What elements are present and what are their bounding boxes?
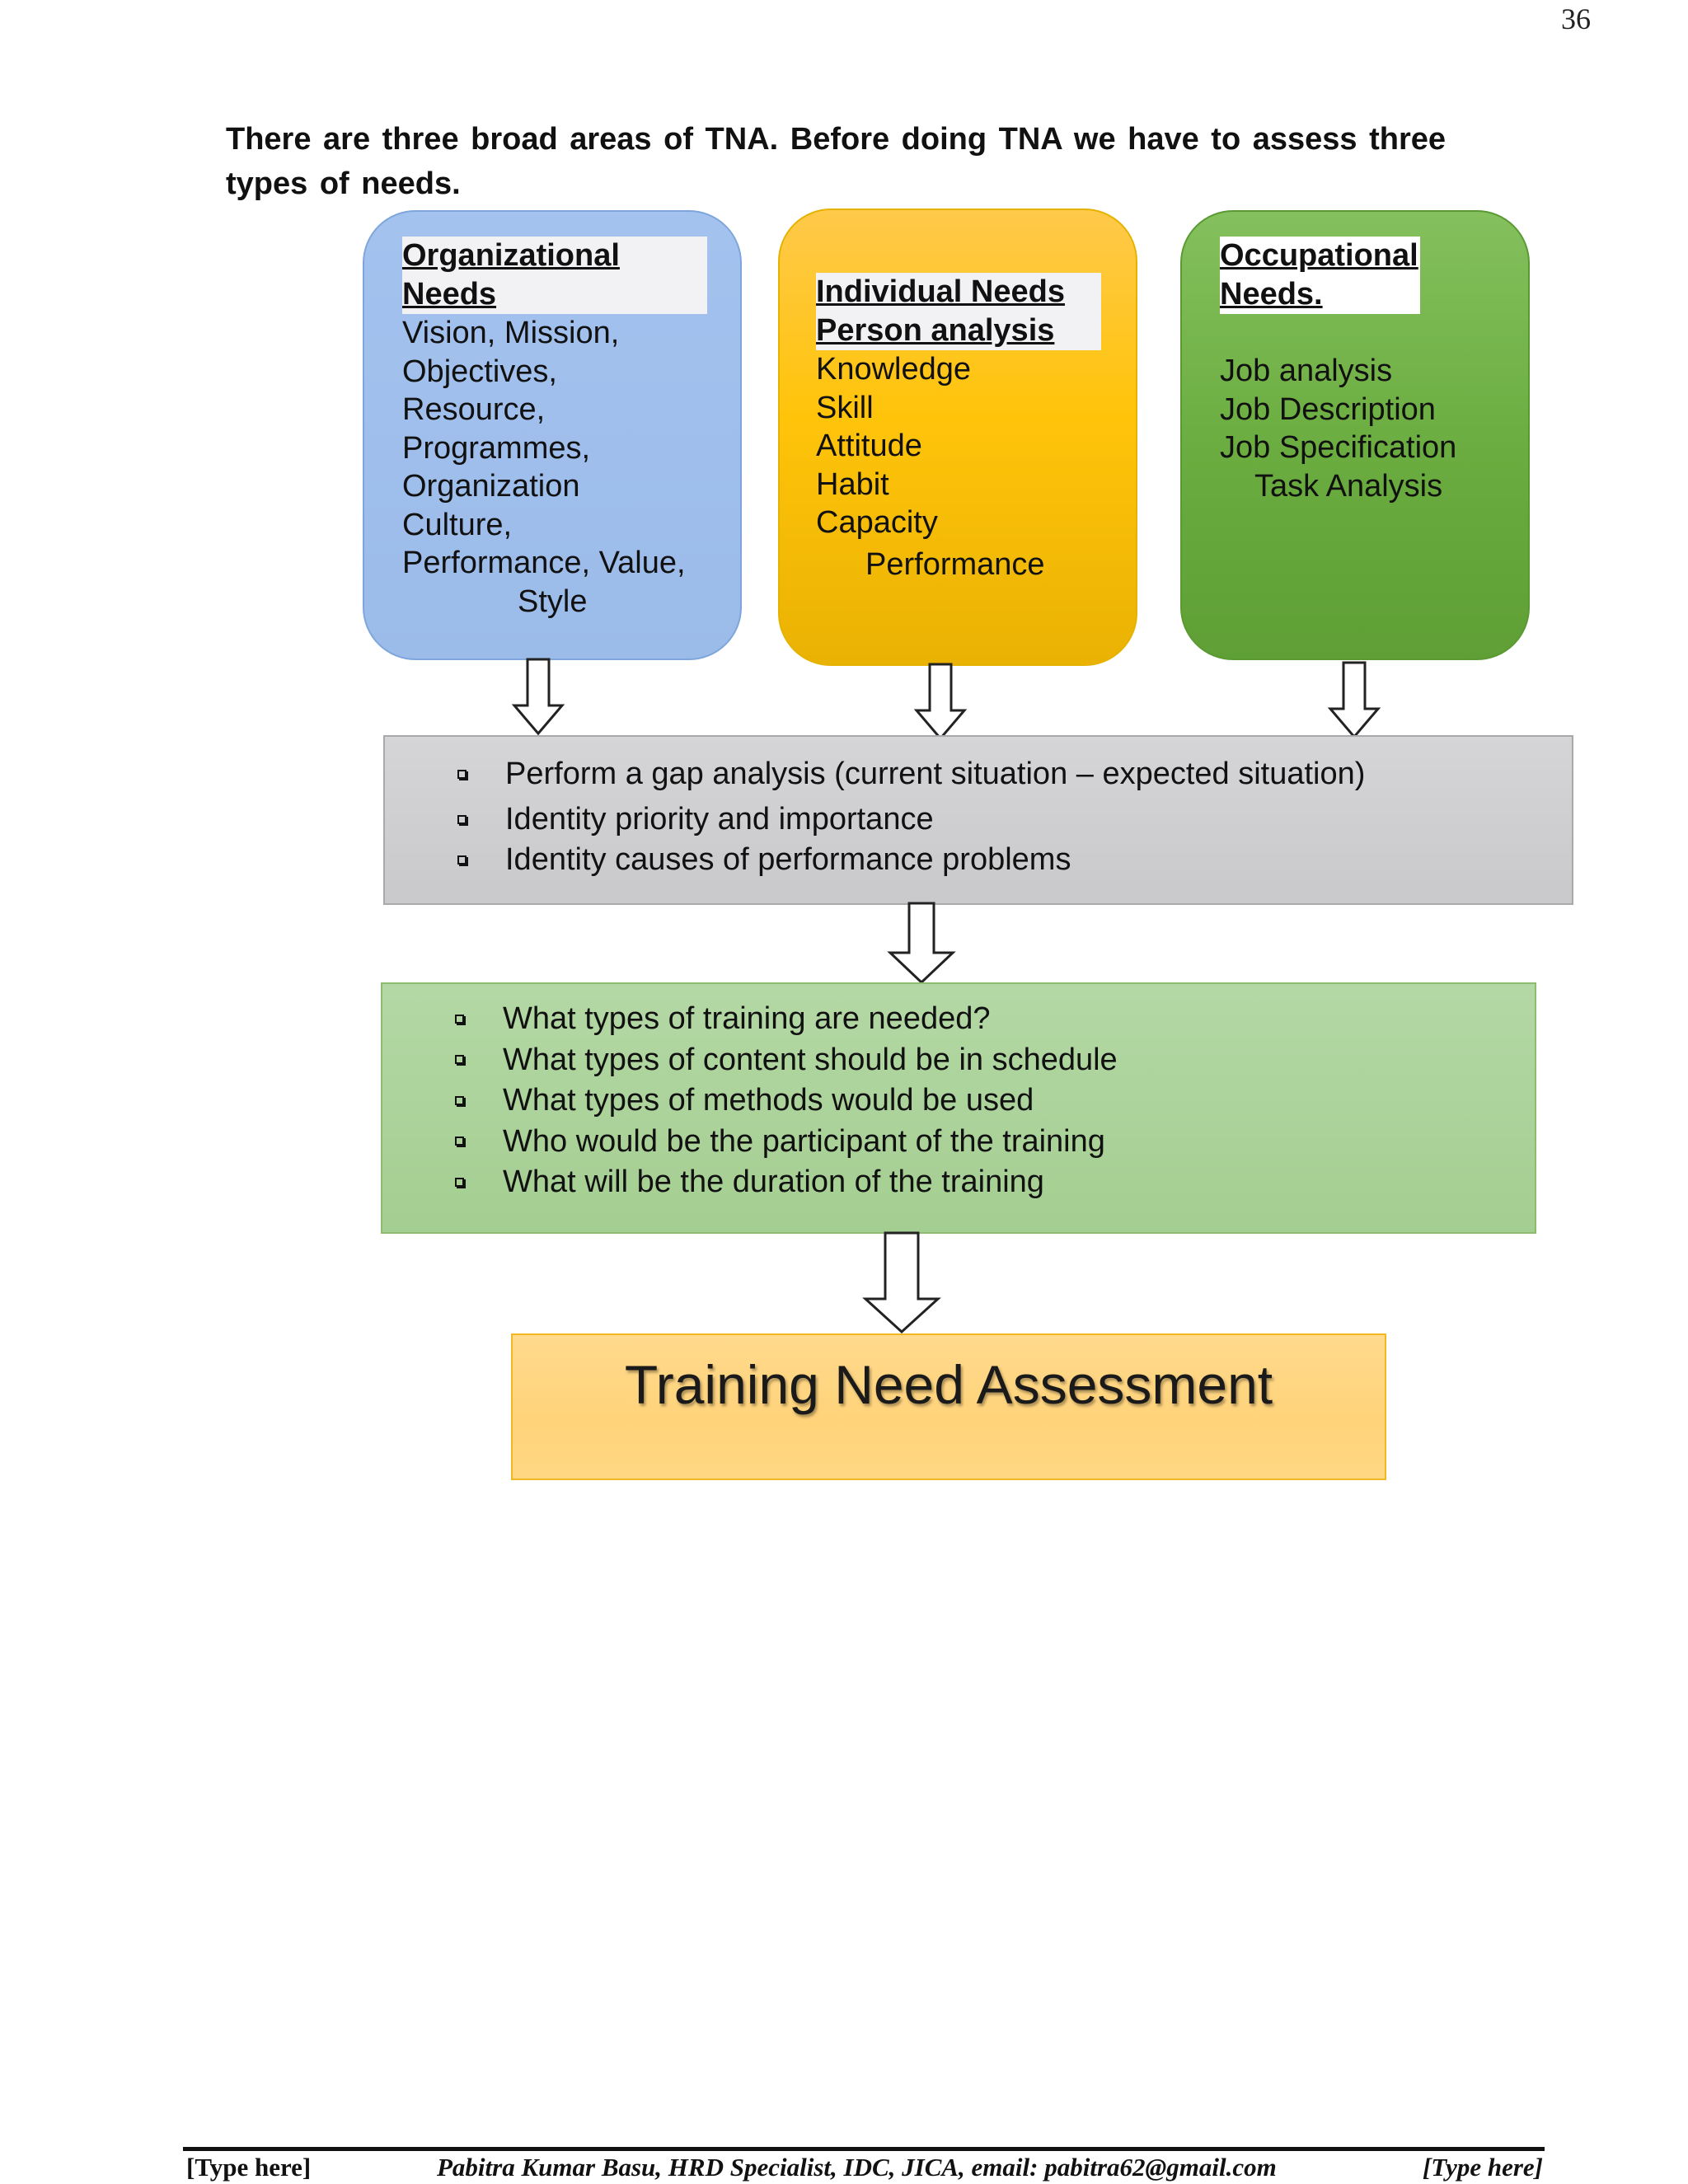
list-item [382, 1080, 1535, 1122]
organizational-title-line1: Organizational [402, 238, 620, 273]
page-number: 36 [1561, 2, 1591, 35]
training-question-text: What types of training are needed? [503, 1001, 991, 1036]
occupational-item: Job Description [1220, 391, 1436, 427]
footer-rule [183, 2147, 1545, 2151]
organizational-needs-box [363, 210, 742, 660]
list-item [382, 999, 1535, 1040]
list-item [385, 752, 1572, 797]
individual-title-line2: Person analysis [816, 313, 1055, 348]
organizational-item: Culture, [402, 507, 513, 542]
individual-item: Capacity [816, 505, 938, 540]
occupational-title-line2: Needs. [1220, 277, 1323, 312]
list-item [382, 1122, 1535, 1163]
individual-item: Skill [816, 390, 874, 425]
training-question-text: What types of methods would be used [503, 1083, 1034, 1118]
individual-title-line1: Individual Needs [816, 274, 1065, 309]
training-need-assessment-title: Training Need Assessment [624, 1354, 1273, 1415]
occupational-needs-box [1180, 210, 1530, 660]
analysis-step-text: Identity causes of performance problems [505, 842, 1071, 877]
down-arrow-icon [913, 663, 968, 740]
square-bullet-icon [455, 1055, 464, 1064]
individual-item: Habit [816, 466, 889, 502]
organizational-item: Objectives, [402, 354, 557, 389]
footer-right: [Type here] [1422, 2153, 1543, 2182]
intro-paragraph: There are three broad areas of TNA. Before doing TNA we have to assess three types of needs. [226, 122, 1447, 201]
organizational-item: Programmes, [402, 430, 591, 466]
individual-item: Knowledge [816, 352, 972, 387]
organizational-title-line2: Needs [402, 277, 497, 312]
organizational-needs-title [402, 237, 707, 314]
individual-item: Attitude [816, 429, 922, 463]
organizational-item: Organization [402, 469, 580, 504]
occupational-item: Job Specification [1220, 430, 1457, 465]
list-item [382, 1040, 1535, 1081]
training-question-text: What types of content should be in schedule [503, 1042, 1118, 1077]
list-item [382, 1162, 1535, 1203]
square-bullet-icon [455, 1178, 464, 1187]
gap-analysis-panel [383, 735, 1573, 905]
occupational-item: Job analysis [1220, 354, 1393, 388]
individual-needs-title [816, 273, 1101, 350]
down-arrow-icon [862, 1231, 941, 1335]
footer-author: Pabitra Kumar Basu, HRD Specialist, IDC, JICA, email: pabitra62@gmail.com [437, 2153, 1277, 2182]
organizational-item: Style [518, 583, 588, 619]
organizational-item: Vision, Mission, [402, 316, 620, 350]
organizational-item: Performance, Value, [402, 546, 686, 580]
list-item [385, 797, 1572, 842]
organizational-item: Resource, [402, 392, 546, 427]
training-need-assessment-box [511, 1333, 1386, 1480]
occupational-needs-title [1220, 237, 1420, 314]
square-bullet-icon [455, 1015, 464, 1024]
down-arrow-icon [887, 902, 956, 984]
list-item [385, 837, 1572, 883]
square-bullet-icon [457, 770, 467, 779]
occupational-title-line1: Occupational [1220, 238, 1418, 273]
training-questions-panel [381, 982, 1536, 1234]
individual-item: Performance [865, 546, 1045, 582]
footer-left: [Type here] [186, 2153, 312, 2182]
square-bullet-icon [455, 1096, 464, 1105]
occupational-item: Task Analysis [1254, 468, 1443, 504]
training-question-text: Who would be the participant of the training [503, 1123, 1105, 1159]
square-bullet-icon [457, 815, 467, 824]
analysis-step-text: Perform a gap analysis (current situation – expected situation) [505, 757, 1366, 791]
individual-needs-box [778, 209, 1137, 666]
analysis-step-text: Identity priority and importance [505, 802, 934, 837]
down-arrow-icon [1327, 661, 1381, 738]
down-arrow-icon [511, 658, 565, 735]
square-bullet-icon [455, 1137, 464, 1146]
training-question-text: What will be the duration of the training [503, 1165, 1044, 1199]
footer [186, 2153, 1543, 2182]
square-bullet-icon [457, 855, 467, 865]
